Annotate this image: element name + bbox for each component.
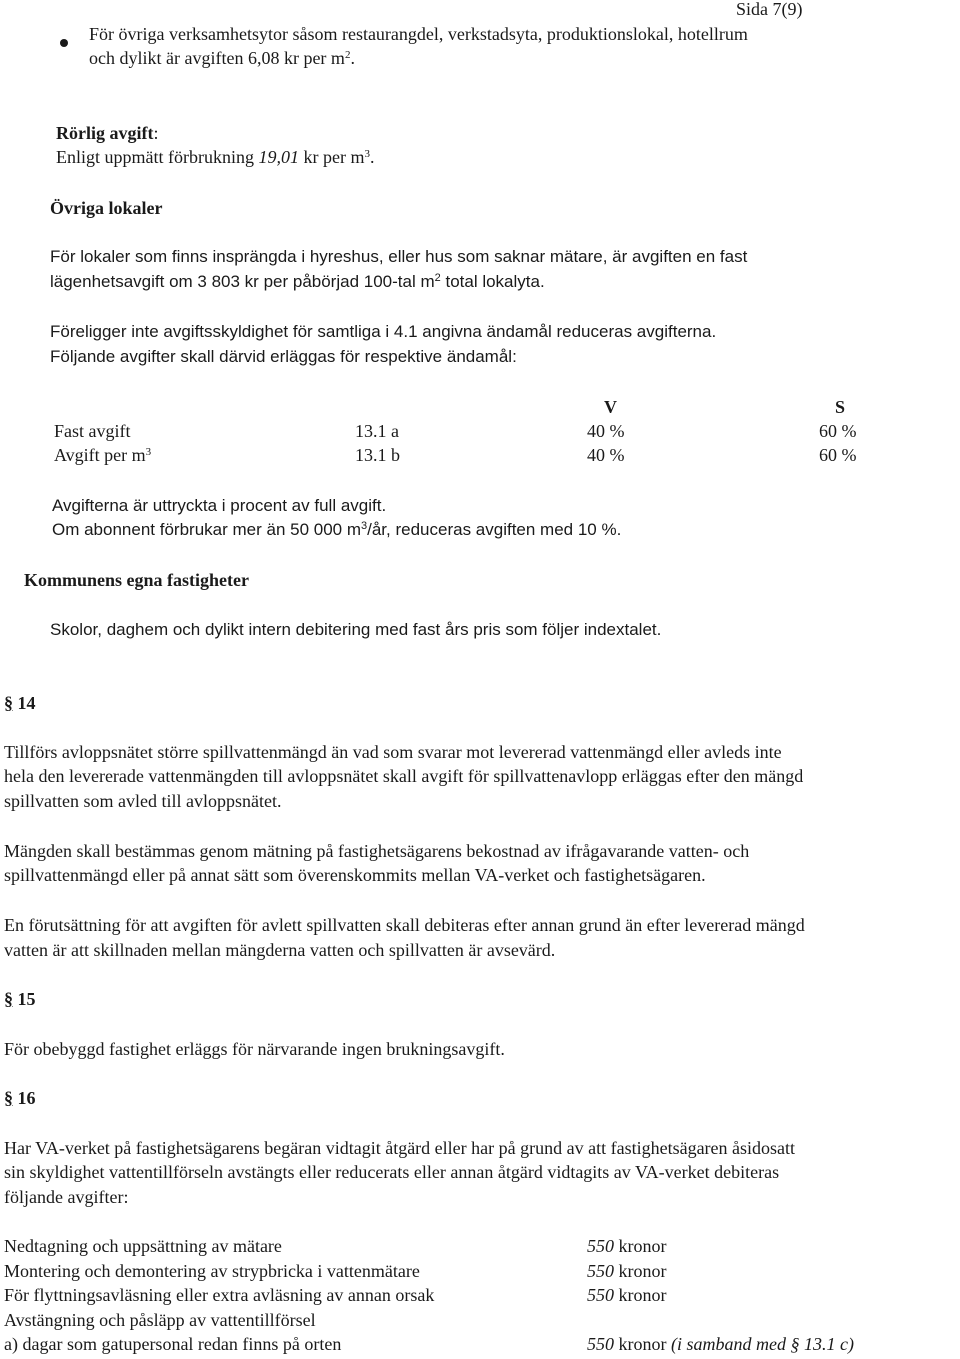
fee-row-2-ref: 13.1 b — [355, 445, 400, 465]
section-16-heading: § 16 — [4, 1088, 36, 1108]
ovriga-line-2: lägenhetsavgift om 3 803 kr per påbörjad 100-tal $m^2$ total lokalyta. — [50, 272, 545, 291]
s16-fee-1-label: Nedtagning och uppsättning av mätare — [4, 1236, 282, 1256]
s16-fee-2-amount: 550 kronor — [587, 1261, 667, 1281]
s14-p2-line-1: Mängden skall bestämmas genom mätning på fastighetsägarens bekostnad av ifrågavarande vatten- och — [4, 841, 750, 861]
fee-row-1-v: 40 % — [587, 421, 625, 441]
fee-row-1-label: Fast avgift — [54, 421, 131, 441]
s16-fee-5-label: a) dagar som gatupersonal redan finns på orten — [4, 1334, 342, 1354]
s16-fee-1-amount: 550 kronor — [587, 1236, 667, 1256]
ovriga-heading: Övriga lokaler — [50, 198, 163, 218]
rorlig-heading: Rörlig avgift: — [56, 123, 159, 143]
fee-row-2-label: Avgift per $m^3$ — [54, 445, 152, 465]
s14-p1-line-3: spillvatten som avled till avloppsnätet. — [4, 791, 282, 811]
s16-fee-4-label: Avstängning och påsläpp av vattentillförsel — [4, 1310, 316, 1330]
s14-p2-line-2: spillvattenmängd eller på annat sätt som överenskommits mellan VA-verket och fastighetsägaren. — [4, 865, 706, 885]
s14-p3-line-1: En förutsättning för att avgiften för avlett spillvatten skall debiteras efter annan grund än efter levererad mängd — [4, 915, 805, 935]
s16-fee-3-amount: 550 kronor — [587, 1285, 667, 1305]
s16-p1-line-1: Har VA-verket på fastighetsägarens begäran vidtagit åtgärd eller har på grund av att fastighetsägaren åsidosatt — [4, 1138, 796, 1158]
notes-line-2: Om abonnent förbrukar mer än 50 000 $m^3/år$, reduceras avgiften med 10 %. — [52, 520, 622, 539]
ovriga-line-1: För lokaler som finns insprängda i hyreshus, eller hus som saknar mätare, är avgiften en fast — [50, 247, 748, 266]
notes-line-1: Avgifterna är uttryckta i procent av full avgift. — [52, 496, 387, 515]
fee-table-header-v: V — [604, 397, 617, 417]
s16-p1-line-3: följande avgifter: — [4, 1187, 129, 1207]
section-14-heading: § 14 — [4, 693, 36, 713]
fee-row-1-s: 60 % — [819, 421, 857, 441]
bullet-line-1: För övriga verksamhetsytor såsom restaurangdel, verkstadsyta, produktionslokal, hotellrum — [89, 24, 748, 44]
s16-fee-5-amount: 550 kronor (i samband med § 13.1 c) — [587, 1334, 854, 1354]
fee-row-2-s: 60 % — [819, 445, 857, 465]
reduction-line-1: Föreligger inte avgiftsskyldighet för samtliga i 4.1 angivna ändamål reduceras avgifterna. — [50, 322, 717, 341]
reduction-line-2: Följande avgifter skall därvid erläggas för respektive ändamål: — [50, 347, 517, 366]
page-number: Sida 7(9) — [736, 0, 803, 19]
kommunens-heading: Kommunens egna fastigheter — [24, 570, 249, 590]
s14-p1-line-2: hela den levererade vattenmängden till avloppsnätet skall avgift för spillvattenavlopp erläggas efter den mängd — [4, 766, 804, 786]
bullet-line-2: och dylikt är avgiften 6,08 kr per $m^2$. — [89, 48, 355, 68]
kommunens-text: Skolor, daghem och dylikt intern debitering med fast års pris som följer indextalet. — [50, 620, 662, 639]
bullet-icon — [60, 39, 68, 47]
s15-text: För obebyggd fastighet erläggs för närvarande ingen brukningsavgift. — [4, 1039, 505, 1059]
s16-fee-3-label: För flyttningsavläsning eller extra avläsning av annan orsak — [4, 1285, 435, 1305]
section-15-heading: § 15 — [4, 989, 36, 1009]
s16-p1-line-2: sin skyldighet vattentillförseln avstängts eller reducerats eller annan åtgärd vidtagits av VA-verket debiteras — [4, 1162, 780, 1182]
rorlig-text: Enligt uppmätt förbrukning 19,01 kr per $m^3$. — [56, 147, 375, 167]
s14-p3-line-2: vatten är att skillnaden mellan mängderna vatten och spillvatten är avsevärd. — [4, 940, 556, 960]
fee-row-1-ref: 13.1 a — [355, 421, 399, 441]
fee-row-2-v: 40 % — [587, 445, 625, 465]
s14-p1-line-1: Tillförs avloppsnätet större spillvattenmängd än vad som svarar mot levererad vattenmängd eller avleds inte — [4, 742, 782, 762]
s16-fee-2-label: Montering och demontering av strypbricka i vattenmätare — [4, 1261, 420, 1281]
fee-table-header-s: S — [835, 397, 846, 417]
